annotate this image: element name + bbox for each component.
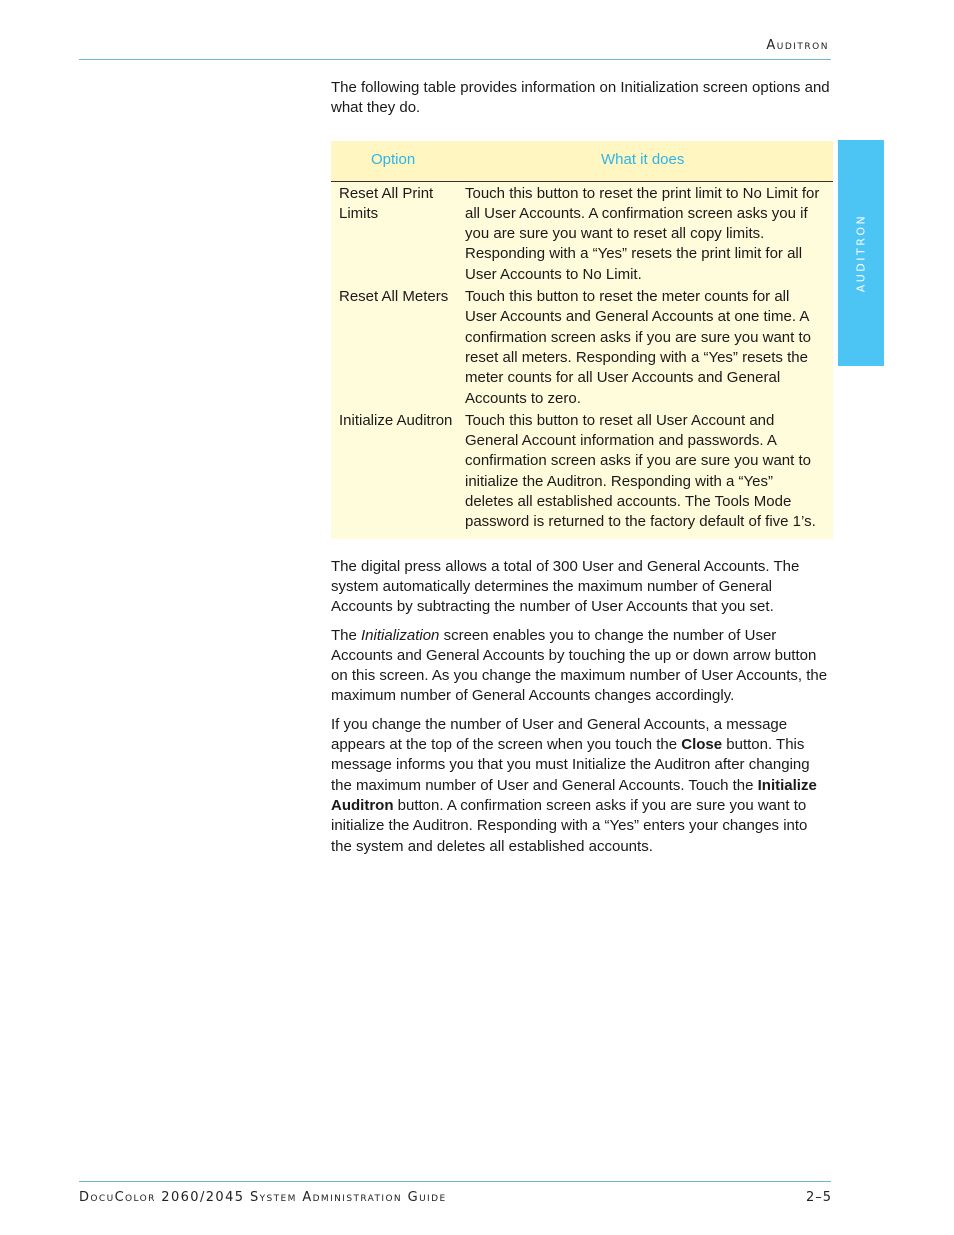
options-table	[331, 141, 833, 539]
initialization-screen-paragraph: The Initialization screen enables you to change the number of User Accounts and General Accounts by touching the up or down arrow button on this screen. As you change the maximum number of User Accounts, the maximum number of General Accounts changes accordingly.	[331, 626, 828, 705]
close-term: Close	[681, 736, 723, 754]
side-tab-label: AUDITRON	[854, 213, 868, 293]
footer-guide-title: DocuColor 2060/2045 System Administration Guide	[79, 1190, 447, 1205]
header-rule	[79, 59, 831, 60]
initialization-term: Initialization	[361, 626, 440, 644]
description-cell: Touch this button to reset the print limit to No Limit for all User Accounts. A confirmation screen asks you if you are sure you want to reset all copy limits. Responding with a “Yes” resets the print limit for all User Accounts to No Limit.	[465, 184, 820, 283]
section-side-tab	[838, 140, 884, 366]
page-content	[331, 78, 831, 865]
accounts-total-paragraph: The digital press allows a total of 300 User and General Accounts. The system automatically determines the maximum number of General Accounts by subtracting the number of User Accounts that you set.	[331, 557, 800, 616]
table-row	[331, 285, 833, 409]
description-cell: Touch this button to reset all User Account and General Account information and passwords. A confirmation screen asks if you are sure you want to initialize the Auditron. Responding with a “Yes” deletes all established accounts. The Tools Mode password is returned to the factory default of five 1’s.	[465, 411, 816, 531]
table-header-row	[331, 141, 833, 182]
page-number: 2–5	[805, 1190, 832, 1205]
option-cell: Initialize Auditron	[339, 411, 453, 429]
column-header-option: Option	[331, 141, 465, 182]
running-header: Auditron	[766, 38, 829, 53]
table-row	[331, 409, 833, 539]
option-cell: Reset All Meters	[339, 288, 449, 306]
change-accounts-paragraph: If you change the number of User and General Accounts, a message appears at the top of the screen when you touch the Close button. This message informs you that you must Initialize the Auditron after changing the maximum number of User and General Accounts. Touch the Initialize Auditron button. A confirmation screen asks if you are sure you want to initialize the Auditron. Responding with a “Yes” enters your changes into the system and deletes all established accounts.	[331, 715, 817, 855]
intro-paragraph: The following table provides information on Initialization screen options and what they do.	[331, 79, 830, 117]
column-header-what-it-does: What it does	[465, 141, 833, 182]
initialize-auditron-term: Initialize Auditron	[331, 776, 817, 814]
footer-rule	[79, 1181, 831, 1182]
table-row	[331, 181, 833, 285]
description-cell: Touch this button to reset the meter counts for all User Accounts and General Accounts at one time. A confirmation screen asks if you are sure you want to reset all meters. Responding with a “Yes” resets the meter counts for all User Accounts and General Accounts to zero.	[465, 288, 811, 407]
option-cell: Reset All Print Limits	[339, 184, 434, 222]
